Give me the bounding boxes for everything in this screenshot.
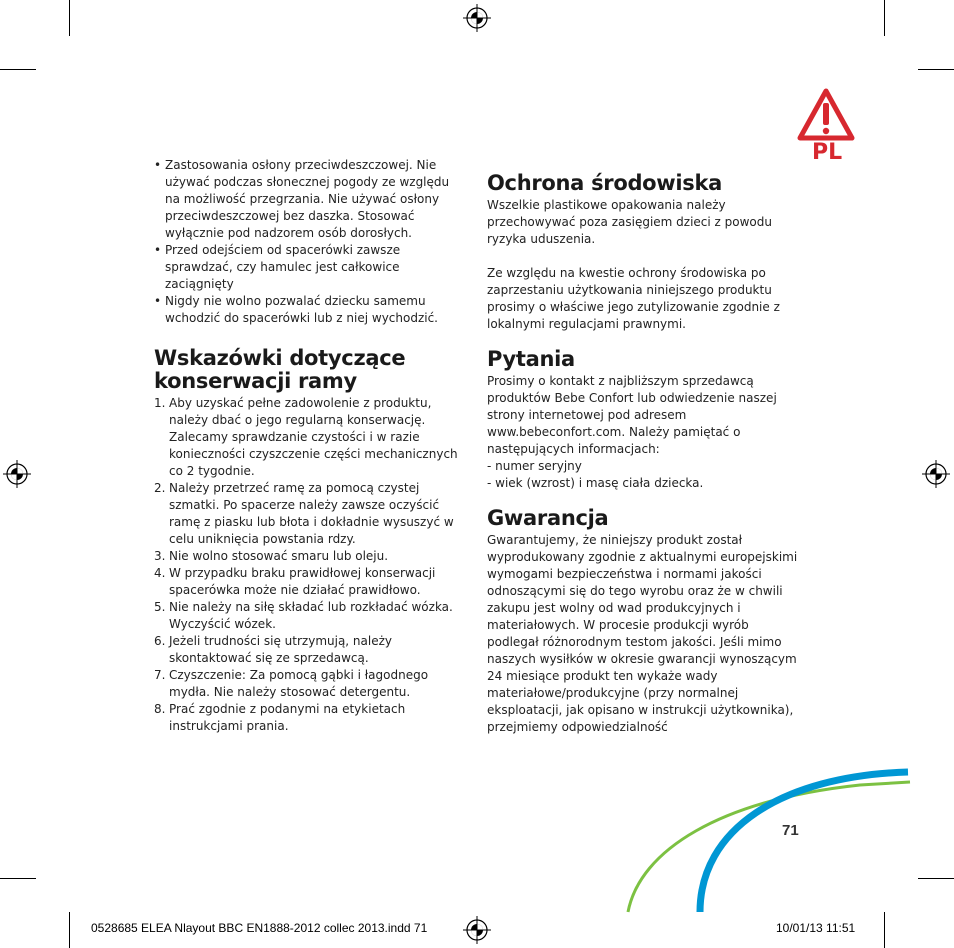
page-number: 71 xyxy=(782,822,799,839)
questions-paragraph: Prosimy o kontakt z najbliższym sprzedawcą produktów Bebe Confort lub odwiedzenie naszej strony internetowej pod adresem www.bebeconfort.com. Należy pamiętać o następujących informacjach: xyxy=(487,374,777,456)
questions-heading: Pytania xyxy=(487,347,575,371)
list-item: • Nigdy nie wolno pozwalać dziecku samemu wchodzić do spacerówki lub z niej wychodzić. xyxy=(154,293,466,327)
print-slug: 0528685 ELEA Nlayout BBC EN1888-2012 collec 2013.indd 71 xyxy=(91,921,428,935)
list-item: 6. Jeżeli trudności się utrzymują, należy skontaktować się ze sprzedawcą. xyxy=(154,634,393,665)
list-item: 2. Należy przetrzeć ramę za pomocą czystej szmatki. Po spacerze należy zawsze oczyścić ramę z piasku lub błota i dokładnie wysuszyć w celu uniknięcia powstania rdzy. xyxy=(154,481,454,546)
list-item: 5. Nie należy na siłę składać lub rozkładać wózka. Wyczyścić wózek. xyxy=(154,600,453,631)
questions-line: - numer seryjny xyxy=(487,459,582,473)
list-item: 1. Aby uzyskać pełne zadowolenie z produktu, należy dbać o jego regularną konserwację. Zalecamy sprawdzanie czystości i w razie konieczności czyszczenie części mechanicznych co 2 tygodnie. xyxy=(154,396,458,478)
print-date: 10/01/13 11:51 xyxy=(776,921,856,935)
warranty-paragraph: Gwarantujemy, że niniejszy produkt został wyprodukowany zgodnie z aktualnymi europejskimi wymogami bezpieczeństwa i normami jakości odnoszącymi się do tego wyrobu oraz że w chwili zakupu jest wolny od wad produkcyjnych i materiałowych. W procesie produkcji wyrób podlegał różnorodnym testom jakości. Jeśli mimo naszych wysiłków w okresie gwarancji wynoszącym 24 miesiące produkt ten wykaże wady materiałowe/produkcyjne (przy normalnej eksploatacji, jak opisano w instrukcji użytkownika), przejmiemy odpowiedzialność xyxy=(487,533,798,734)
environment-heading: Ochrona środowiska xyxy=(487,171,723,195)
list-item: 7. Czyszczenie: Za pomocą gąbki i łagodnego mydła. Nie należy stosować detergentu. xyxy=(154,668,429,699)
language-badge: PL xyxy=(812,140,843,165)
list-item: 8. Prać zgodnie z podanymi na etykietach instrukcjami prania. xyxy=(154,702,406,733)
maintenance-heading: Wskazówki dotyczące konserwacji ramy xyxy=(154,346,406,393)
questions-line: - wiek (wzrost) i masę ciała dziecka. xyxy=(487,476,704,490)
environment-paragraph: Ze względu na kwestie ochrony środowiska po zaprzestaniu użytkowania niniejszego produktu prosimy o właściwe jego zutylizowanie zgodnie z lokalnymi regulacjami prawnymi. xyxy=(487,266,780,331)
environment-paragraph: Wszelkie plastikowe opakowania należy przechowywać poza zasięgiem dzieci z powodu ryzyka uduszenia. xyxy=(487,198,772,246)
list-item: 4. W przypadku braku prawidłowej konserwacji spacerówka może nie działać prawidłowo. xyxy=(154,566,436,597)
warranty-heading: Gwarancja xyxy=(487,506,609,530)
list-item: • Przed odejściem od spacerówki zawsze sprawdzać, czy hamulec jest całkowice zaciągnięty xyxy=(154,242,466,293)
list-item: • Zastosowania osłony przeciwdeszczowej. Nie używać podczas słonecznej pogody ze względu na możliwość przegrzania. Nie używać osłony przeciwdeszczowej bez daszka. Stosować wyłącznie pod nadzorem osób dorosłych. xyxy=(154,157,466,242)
list-item: 3. Nie wolno stosować smaru lub oleju. xyxy=(154,549,389,563)
